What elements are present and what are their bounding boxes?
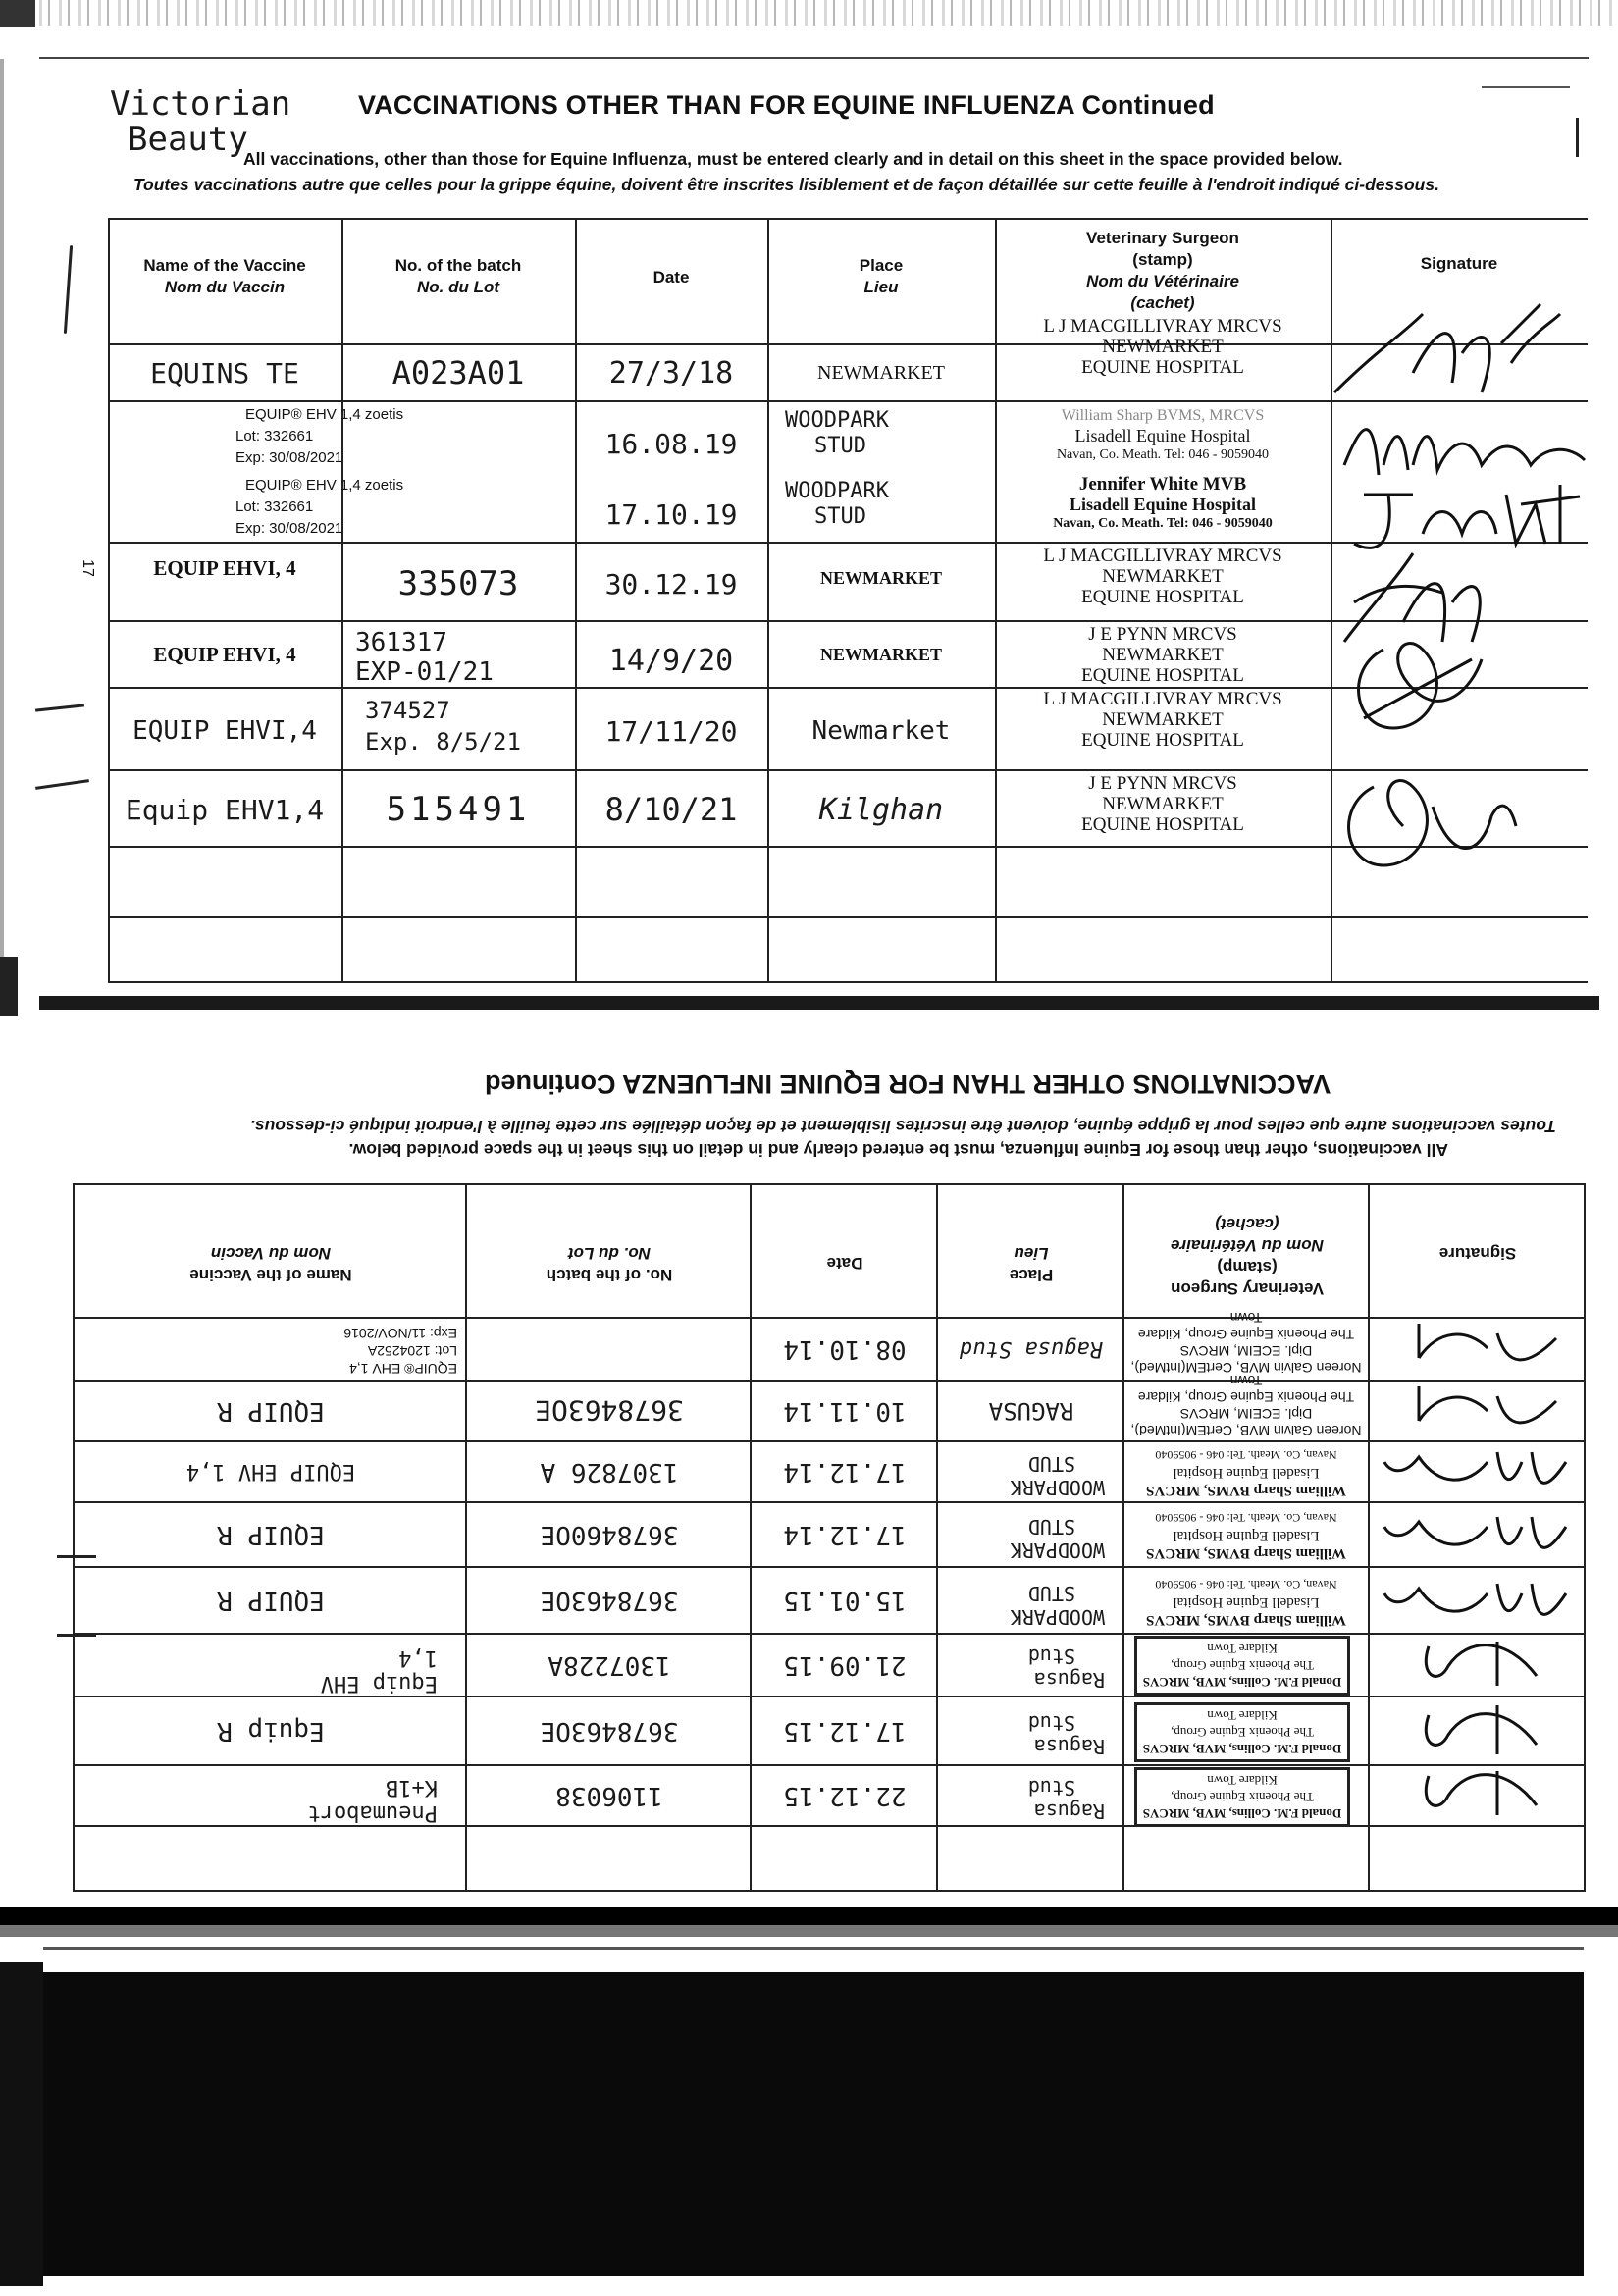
vet-hospital: EQUINE HOSPITAL	[1081, 357, 1244, 378]
handwritten-horse-name	[110, 86, 290, 157]
scan-dark-corner	[0, 0, 35, 27]
vet-address: Navan, Co. Meath. Tel: 046 - 9059040	[1056, 447, 1270, 462]
header-batch-fr: No. du Lot	[416, 278, 500, 296]
row3-date: 17.10.19	[604, 497, 738, 531]
lower-header-vet	[1124, 1213, 1370, 1299]
row2-vet-stamp	[995, 406, 1331, 465]
lower-row6-batch: 1307228A	[548, 1650, 671, 1680]
place-line-2: STUD	[1027, 1452, 1075, 1476]
upper-table	[108, 218, 1588, 983]
vet-name: William Sharp BVMS, MRCVS	[1061, 407, 1265, 424]
vet-name: Donald F.M. Collins, MVB, MRCVS	[1142, 1675, 1342, 1690]
vet-hospital: Lisadell Equine Hospital	[1069, 495, 1257, 514]
lower-row5-date: 15.01.15	[783, 1586, 907, 1615]
lower-row6-vet	[1134, 1636, 1350, 1696]
row2-place	[785, 408, 889, 459]
row2-batch-sticker	[235, 404, 404, 469]
sticker-exp: Exp: 11/NOV/2016	[343, 1326, 457, 1341]
place-line-2: Stud	[1027, 1711, 1075, 1735]
header-batch-en: No. of the batch	[546, 1266, 673, 1284]
header-vaccine	[108, 255, 341, 298]
lower-row1-date: 08.10.14	[783, 1334, 907, 1364]
scan-black-block-edge	[0, 1962, 43, 2286]
lower-row8-vet	[1134, 1767, 1350, 1827]
row5-batch	[355, 628, 494, 687]
lower-row2-batch: 3678463OE	[535, 1394, 684, 1428]
header-batch-fr: No. du Lot	[567, 1244, 652, 1263]
sticker-product: EQUIP® EHV 1,4	[349, 1361, 457, 1377]
sticker-lot: Lot: 1204252A	[367, 1343, 457, 1359]
lower-row2-vaccine: EQUIP R	[217, 1396, 325, 1426]
batch-expiry: EXP-01/21	[355, 657, 494, 687]
lower-row8-place	[1028, 1776, 1105, 1823]
vet-town: NEWMARKET	[1102, 794, 1224, 814]
place-line-1: WOODPARK	[1010, 1605, 1105, 1629]
vet-town: NEWMARKET	[1102, 709, 1224, 730]
header-place-en: Place	[1009, 1266, 1054, 1284]
vet-address: Navan, Co. Meath. Tel: 046 - 9059040	[1155, 1578, 1337, 1592]
lower-row2-place: RAGUSA	[988, 1397, 1074, 1425]
lower-row7-batch: 3678463OE	[540, 1716, 679, 1746]
place-line-1: WOODPARK	[785, 479, 889, 503]
sticker-lot: Lot: 332661	[235, 428, 314, 444]
page-title: VACCINATIONS OTHER THAN FOR EQUINE INFLUENZA Continued	[358, 90, 1215, 120]
row1-batch: A023A01	[391, 354, 525, 391]
vet-name: Noreen Galvin MVB, CertEM(IntMed),	[1130, 1360, 1362, 1376]
header-place-en: Place	[859, 256, 904, 275]
row4-batch: 335073	[397, 564, 519, 603]
horse-name-line-1: Victorian	[110, 84, 291, 124]
sticker-lot: Lot: 332661	[235, 498, 314, 515]
lower-page-title: VACCINATIONS OTHER THAN FOR EQUINE INFLUENZA Continued	[485, 1070, 1331, 1099]
lower-table	[73, 1183, 1586, 1892]
lower-row3-batch: 1307826 A	[540, 1457, 679, 1487]
row4-vet-stamp	[995, 546, 1331, 607]
place-line-2: STUD	[814, 504, 866, 529]
row2-date: 16.08.19	[604, 427, 738, 460]
header-vaccine-en: Name of the Vaccine	[189, 1266, 352, 1284]
row6-place: Newmarket	[811, 716, 951, 746]
row1-place: NEWMARKET	[817, 361, 945, 384]
vet-name: Donald F.M. Collins, MVB, MRCVS	[1142, 1742, 1342, 1756]
lower-signature-row7	[1399, 1697, 1556, 1764]
lower-row5-place	[1011, 1582, 1105, 1629]
margin-mark	[1482, 86, 1570, 88]
vet-group: The Phoenix Equine Group,	[1171, 1658, 1314, 1673]
lower-row1-vet	[1124, 1309, 1368, 1376]
header-vaccine-fr: Nom du Vaccin	[210, 1244, 332, 1263]
vet-name: J E PYNN MRCVS	[1088, 773, 1237, 794]
lower-signature-row5	[1380, 1568, 1576, 1633]
lower-header-date: Date	[826, 1254, 863, 1273]
row4-date: 30.12.19	[604, 567, 738, 600]
lower-row1-place: Ragusa Stud	[960, 1336, 1103, 1362]
vet-town: NEWMARKET	[1102, 337, 1224, 357]
row7-vaccine: Equip EHV1,4	[125, 793, 325, 826]
row6-vaccine: EQUIP EHVI,4	[132, 716, 317, 746]
lower-row3-vet	[1124, 1446, 1368, 1499]
lower-instruction-en: All vaccinations, other than those for Equine Influenza, must be entered clearly and in detail on this sheet in the space provided below.	[348, 1140, 1448, 1160]
vet-town: Kildare Town	[1207, 1773, 1278, 1788]
row3-vet-stamp	[995, 475, 1331, 534]
vet-qual: Dipl. ECEIM, MRCVS	[1179, 1343, 1313, 1359]
vaccine-line-1: Pneumabort	[307, 1800, 438, 1825]
signature-row5	[1325, 630, 1501, 748]
lower-row4-date: 17.12.14	[783, 1520, 907, 1549]
header-vet-cachet: (cachet)	[1130, 293, 1195, 312]
margin-mark	[57, 1634, 96, 1637]
sticker-product: EQUIP® EHV 1,4 zoetis	[245, 406, 404, 423]
lower-instruction-fr: Toutes vaccinations autre que celles pour la grippe équine, doivent être inscrites lisiblement et de façon détaillée sur cette feuille à l'endroit indiqué ci-dessous.	[250, 1117, 1556, 1136]
lower-row4-batch: 3678460OE	[540, 1520, 679, 1549]
vet-town: Kildare Town	[1207, 1708, 1278, 1723]
header-signature: Signature	[1420, 254, 1498, 273]
row5-place: NEWMARKET	[819, 644, 942, 664]
scan-rule-top	[39, 57, 1589, 59]
header-vet-stamp: (stamp)	[1217, 1258, 1278, 1277]
scan-edge-top	[0, 0, 1618, 26]
place-line-2: Stud	[1027, 1644, 1075, 1668]
vet-name: L J MACGILLIVRAY MRCVS	[1043, 316, 1282, 337]
header-batch-en: No. of the batch	[394, 256, 522, 275]
place-line-2: STUD	[1027, 1515, 1075, 1539]
row7-date: 8/10/21	[604, 791, 738, 828]
lower-header-signature: Signature	[1438, 1244, 1517, 1263]
signature-row2	[1334, 406, 1590, 485]
scan-rule-bottom-2	[43, 1947, 1584, 1950]
margin-mark	[64, 245, 73, 334]
row5-vaccine: EQUIP EHVI, 4	[153, 642, 296, 666]
row6-batch	[365, 695, 521, 757]
vet-address: Navan, Co. Meath. Tel: 046 - 9059040	[1053, 516, 1273, 531]
lower-row4-vaccine: EQUIP R	[217, 1520, 325, 1549]
vet-town: Kildare Town	[1207, 1642, 1278, 1656]
vet-address: Navan, Co. Meath. Tel: 046 - 9059040	[1155, 1448, 1337, 1462]
batch-number: 374527	[365, 697, 450, 724]
lower-row6-place	[1028, 1644, 1105, 1692]
lower-header-batch	[467, 1242, 752, 1285]
lower-row4-place	[1011, 1515, 1105, 1562]
signature-row7	[1325, 767, 1521, 875]
row3-place	[785, 479, 889, 530]
lower-row8-date: 22.12.15	[783, 1781, 907, 1810]
vet-group: The Phoenix Equine Group, Kildare Town	[1137, 1373, 1355, 1405]
vet-hospital: Lisadell Equine Hospital	[1074, 426, 1251, 445]
vet-name: William Sharp BVMS, MRCVS	[1146, 1483, 1346, 1498]
row1-vet-stamp	[995, 316, 1331, 378]
header-vaccine-fr: Nom du Vaccin	[164, 278, 286, 296]
margin-mark	[35, 704, 84, 711]
lower-page-rotated	[73, 1009, 1586, 1892]
lower-row5-vaccine: EQUIP R	[217, 1586, 325, 1615]
header-vet-cachet: (cachet)	[1215, 1215, 1279, 1233]
vet-name: L J MACGILLIVRAY MRCVS	[1043, 689, 1282, 709]
vet-name: Jennifer White MVB	[1078, 474, 1247, 495]
horse-name-line-2: Beauty	[128, 120, 248, 159]
lower-row3-date: 17.12.14	[783, 1457, 907, 1487]
vet-name: William Sharp BVMS, MRCVS	[1146, 1545, 1346, 1561]
vet-town: NEWMARKET	[1102, 645, 1224, 665]
vet-name: L J MACGILLIVRAY MRCVS	[1043, 546, 1282, 566]
lower-signature-row2	[1380, 1382, 1566, 1440]
lower-row5-batch: 3678463OE	[540, 1586, 679, 1615]
row6-vet-stamp	[995, 689, 1331, 751]
vet-hospital: Lisadell Equine Hospital	[1173, 1594, 1320, 1610]
page-fold-shadow	[0, 957, 18, 1016]
vet-name: Noreen Galvin MVB, CertEM(IntMed),	[1130, 1423, 1362, 1438]
margin-mark	[35, 779, 89, 790]
place-line-1: WOODPARK	[785, 408, 889, 433]
scan-left-edge	[0, 59, 4, 1001]
lower-row8-batch: 1106038	[555, 1781, 663, 1810]
vet-name: William Sharp BVMS, MRCVS	[1146, 1612, 1346, 1628]
instruction-fr: Toutes vaccinations autre que celles pour la grippe équine, doivent être inscrites lisiblement et de façon détaillée sur cette feuille à l'endroit indiqué ci-dessous.	[133, 175, 1439, 194]
lower-row3-place	[1011, 1452, 1105, 1499]
lower-row8-vaccine	[308, 1774, 438, 1825]
row5-date: 14/9/20	[608, 643, 734, 678]
row1-vaccine: EQUINS TE	[150, 356, 299, 390]
lower-signature-row8	[1399, 1766, 1556, 1825]
lower-row6-date: 21.09.15	[783, 1650, 907, 1680]
vet-group: The Phoenix Equine Group,	[1171, 1725, 1314, 1740]
vet-qual: Dipl. ECEIM, MRCVS	[1179, 1406, 1313, 1422]
header-date: Date	[652, 268, 690, 287]
header-vet-en: Veterinary Surgeon	[1171, 1279, 1324, 1298]
lower-row6-vaccine	[321, 1644, 438, 1696]
signature-row1	[1315, 294, 1570, 412]
header-vet-stamp: (stamp)	[1132, 250, 1193, 269]
vaccine-line-1: Equip EHV	[320, 1671, 438, 1696]
sticker-exp: Exp: 30/08/2021	[235, 520, 343, 537]
margin-mark	[57, 1555, 96, 1558]
lower-row3-vaccine: EQUIP EHV 1,4	[185, 1459, 356, 1485]
page-fold-band	[39, 996, 1599, 1010]
vet-hospital: Lisadell Equine Hospital	[1173, 1528, 1320, 1543]
scan-black-block	[43, 1972, 1584, 2276]
lower-row5-vet	[1124, 1576, 1368, 1629]
lower-signature-row1	[1380, 1319, 1566, 1378]
vaccine-line-2: K+1B	[386, 1775, 438, 1800]
place-line-1: Ragusa	[1033, 1800, 1105, 1823]
lower-row2-date: 10.11.14	[783, 1396, 907, 1426]
place-line-2: Stud	[1027, 1776, 1075, 1800]
row7-place: Kilghan	[818, 792, 944, 827]
margin-mark	[1576, 118, 1579, 157]
place-line-1: Ragusa	[1033, 1735, 1105, 1758]
vet-hospital: EQUINE HOSPITAL	[1081, 587, 1244, 607]
sticker-exp: Exp: 30/08/2021	[235, 449, 343, 466]
lower-header-vaccine	[75, 1242, 467, 1285]
place-line-1: WOODPARK	[1010, 1476, 1105, 1499]
row5-vet-stamp	[995, 624, 1331, 686]
lower-signature-row3	[1380, 1442, 1576, 1501]
vet-town: NEWMARKET	[1102, 566, 1224, 587]
batch-number: 361317	[355, 628, 447, 657]
vet-address: Navan, Co. Meath. Tel: 046 - 9059040	[1155, 1511, 1337, 1525]
row4-vaccine: EQUIP EHVI, 4	[153, 555, 296, 580]
lower-row1-sticker	[343, 1325, 457, 1378]
place-line-2: STUD	[814, 434, 866, 458]
place-line-1: Ragusa	[1033, 1668, 1105, 1692]
row4-place: NEWMARKET	[819, 567, 942, 588]
place-line-2: STUD	[1027, 1582, 1075, 1605]
lower-row7-date: 17.12.15	[783, 1716, 907, 1746]
vet-hospital: EQUINE HOSPITAL	[1081, 814, 1244, 835]
lower-row7-place	[1028, 1711, 1105, 1758]
place-line-1: WOODPARK	[1010, 1539, 1105, 1562]
vet-group: The Phoenix Equine Group,	[1171, 1790, 1314, 1804]
lower-row7-vet	[1134, 1702, 1350, 1762]
vet-name: J E PYNN MRCVS	[1088, 624, 1237, 645]
header-vet-en: Veterinary Surgeon	[1086, 229, 1239, 247]
page-number: 17	[78, 559, 96, 577]
row7-vet-stamp	[995, 773, 1331, 835]
row6-date: 17/11/20	[604, 714, 738, 748]
scan-rule-bottom	[0, 1907, 1618, 1937]
header-vet	[995, 228, 1331, 314]
lower-row4-vet	[1124, 1509, 1368, 1562]
instruction-en: All vaccinations, other than those for Equine Influenza, must be entered clearly and in detail on this sheet in the space provided below.	[243, 149, 1343, 169]
row3-batch-sticker	[235, 475, 404, 540]
lower-header-place	[938, 1242, 1124, 1285]
batch-expiry: Exp. 8/5/21	[365, 728, 521, 756]
vet-group: The Phoenix Equine Group, Kildare Town	[1137, 1310, 1355, 1342]
vet-hospital: Lisadell Equine Hospital	[1173, 1465, 1320, 1481]
vet-hospital: EQUINE HOSPITAL	[1081, 665, 1244, 686]
sticker-product: EQUIP® EHV 1,4 zoetis	[245, 477, 404, 494]
vet-name: Donald F.M. Collins, MVB, MRCVS	[1142, 1806, 1342, 1821]
lower-row2-vet	[1124, 1372, 1368, 1438]
header-batch	[341, 255, 575, 298]
row7-batch: 515491	[386, 790, 531, 829]
lower-row7-vaccine: Equip R	[217, 1716, 325, 1746]
vet-hospital: EQUINE HOSPITAL	[1081, 730, 1244, 751]
header-place-fr: Lieu	[1014, 1244, 1049, 1263]
lower-signature-row6	[1399, 1635, 1556, 1696]
header-place-fr: Lieu	[863, 278, 899, 296]
header-place	[767, 255, 995, 298]
lower-signature-row4	[1380, 1503, 1576, 1566]
header-vet-fr: Nom du Vétérinaire	[1086, 272, 1239, 290]
header-vaccine-en: Name of the Vaccine	[143, 256, 306, 275]
vaccine-line-2: 1,4	[398, 1645, 438, 1670]
header-vet-fr: Nom du Vétérinaire	[1171, 1236, 1324, 1255]
row1-date: 27/3/18	[608, 355, 734, 391]
